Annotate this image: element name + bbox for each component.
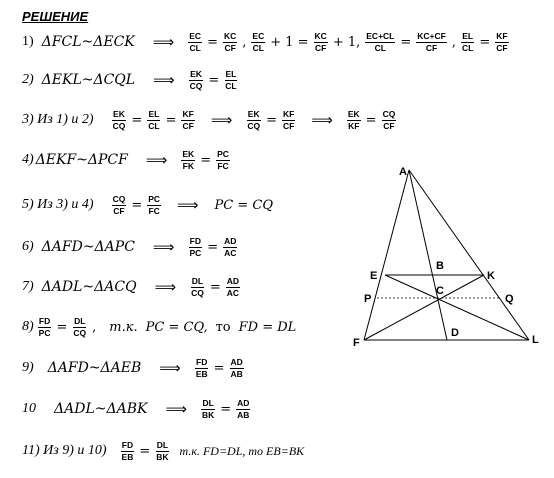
condition-text: PC = CQ, [145,319,208,335]
equals-sign: = [365,112,377,128]
implies-arrow: ⟹ [177,196,199,214]
label-E: E [370,270,378,282]
equals-sign: = [131,197,143,213]
implies-arrow: ⟹ [311,111,333,129]
label-Q: Q [505,293,514,305]
fraction: $\frac{EK}{FK}$ [182,149,195,171]
step-number: 5) Из 3) и 4) [22,197,94,212]
label-P: P [364,293,372,305]
fraction: $\frac{AD}{AB}$ [237,398,250,420]
step-7 [22,277,242,297]
step-number: 2) [22,72,34,87]
segment-EL [385,275,529,340]
step-number: 7) [22,279,34,294]
plus-one-equals: + 1 = [270,34,309,50]
step-11 [22,441,304,461]
fraction: $\frac{KF}{CF}$ [282,109,295,131]
fraction: $\frac{KC}{CF}$ [314,31,327,53]
similarity-statement: ΔEKF~ΔPCF [35,152,128,168]
solution-heading: РЕШЕНИЕ [22,9,89,24]
fraction: $\frac{CQ}{CF}$ [382,109,396,131]
fraction: $\frac{KC}{CF}$ [223,31,237,53]
implies-arrow: ⟹ [152,238,175,256]
step-number: 10 [22,401,36,416]
similarity-statement: ΔAFD~ΔAEB [47,360,142,376]
conclusion-note: т.к. FD=DL, то EB=BK [179,443,305,458]
plus-one: + 1, [332,34,361,50]
fraction: $\frac{EC}{CL}$ [252,31,265,53]
fraction: $\frac{FD}{PC}$ [189,236,202,258]
fraction: $\frac{PC}{FC}$ [148,194,161,216]
equals-sign: = [209,279,221,295]
label-F: F [353,337,360,349]
fraction: $\frac{EK}{CQ}$ [247,109,261,131]
fraction: $\frac{KC+CF}{CF}$ [417,31,446,53]
step-number: 1) [22,34,34,49]
label-C: C [436,285,444,297]
equals-sign: = [200,152,212,168]
step-number: 6) [22,239,34,254]
step-10 [22,399,252,419]
side-AL [409,170,529,340]
fraction: $\frac{AD}{AC}$ [226,276,240,298]
fraction: $\frac{KF}{CF}$ [182,109,194,131]
equals-sign: = [56,319,68,335]
equals-sign: = [220,401,232,417]
equals-sign: = [131,112,143,128]
label-D: D [451,327,459,339]
side-AF [364,170,409,340]
implies-arrow: ⟹ [154,278,177,296]
implies-arrow: ⟹ [159,359,181,377]
equals-sign: = [479,34,491,50]
median-AD [409,170,447,340]
step-8 [22,317,300,337]
because-text: т.к. [109,319,138,335]
implies-arrow: ⟹ [210,111,233,129]
label-A: A [399,166,407,178]
step-1 [22,32,511,52]
step-3 [22,110,398,130]
similarity-statement: ΔFCL~ΔECK [41,34,135,50]
label-L: L [532,334,539,346]
similarity-statement: ΔADL~ΔABK [54,401,148,417]
step-number: 11) Из 9) и 10) [22,443,107,458]
fraction: $\frac{EK}{CQ}$ [112,109,126,131]
fraction: $\frac{KF}{CF}$ [496,31,508,53]
label-B: B [436,260,444,272]
fraction: $\frac{FD}{EB}$ [121,440,134,462]
fraction: $\frac{DL}{CQ}$ [191,276,204,298]
fraction: $\frac{EC}{CL}$ [189,31,202,53]
fraction: $\frac{CQ}{CF}$ [112,194,126,216]
fraction: $\frac{EC+CL}{CL}$ [366,31,395,53]
fraction: $\frac{DL}{CQ}$ [73,316,87,338]
fraction: $\frac{PC}{FC}$ [217,149,229,171]
fraction: $\frac{DL}{BK}$ [156,440,169,462]
step-4 [22,150,232,170]
conclusion-text: FD = DL [238,319,297,335]
equals-sign: = [208,72,220,88]
step-9 [22,358,246,378]
fraction: $\frac{AD}{AB}$ [230,357,243,379]
implies-arrow: ⟹ [152,33,175,51]
step-6 [22,237,239,257]
implies-arrow: ⟹ [165,400,187,418]
label-K: K [487,270,495,282]
similarity-statement: ΔAFD~ΔAPC [41,239,135,255]
equals-sign: = [139,443,151,459]
fraction: $\frac{EL}{CL}$ [225,69,237,91]
step-number: 8) [22,319,34,334]
equals-sign: = [400,34,412,50]
equals-sign: = [213,360,225,376]
segment-FK [364,275,484,340]
similarity-statement: ΔADL~ΔACQ [41,279,137,295]
implies-arrow: ⟹ [145,151,168,169]
fraction: $\frac{AD}{AC}$ [224,236,237,258]
fraction: $\frac{EL}{CL}$ [462,31,474,53]
then-text: то [215,319,231,335]
fraction: $\frac{FD}{EB}$ [195,357,208,379]
equals-sign: = [207,239,219,255]
fraction: $\frac{FD}{PC}$ [38,316,51,338]
fraction: $\frac{EK}{KF}$ [347,109,360,131]
step-number: 9) [22,360,34,375]
step-5 [22,195,277,215]
fraction: $\frac{EK}{CQ}$ [189,69,203,91]
step-number: 4) [22,152,34,167]
equals-sign: = [266,112,277,128]
result-statement: PC = CQ [214,197,274,213]
fraction: $\frac{DL}{BK}$ [201,398,215,420]
step-number: 3) Из 1) и 2) [22,112,94,127]
comma: , [451,34,456,50]
similarity-statement: ΔEKL~ΔCQL [41,72,136,88]
implies-arrow: ⟹ [153,71,175,89]
equals-sign: = [165,112,177,128]
comma: , [92,319,97,335]
comma: , [242,34,247,50]
step-2 [22,70,240,90]
equals-sign: = [207,34,218,50]
fraction: $\frac{EL}{CL}$ [148,109,160,131]
